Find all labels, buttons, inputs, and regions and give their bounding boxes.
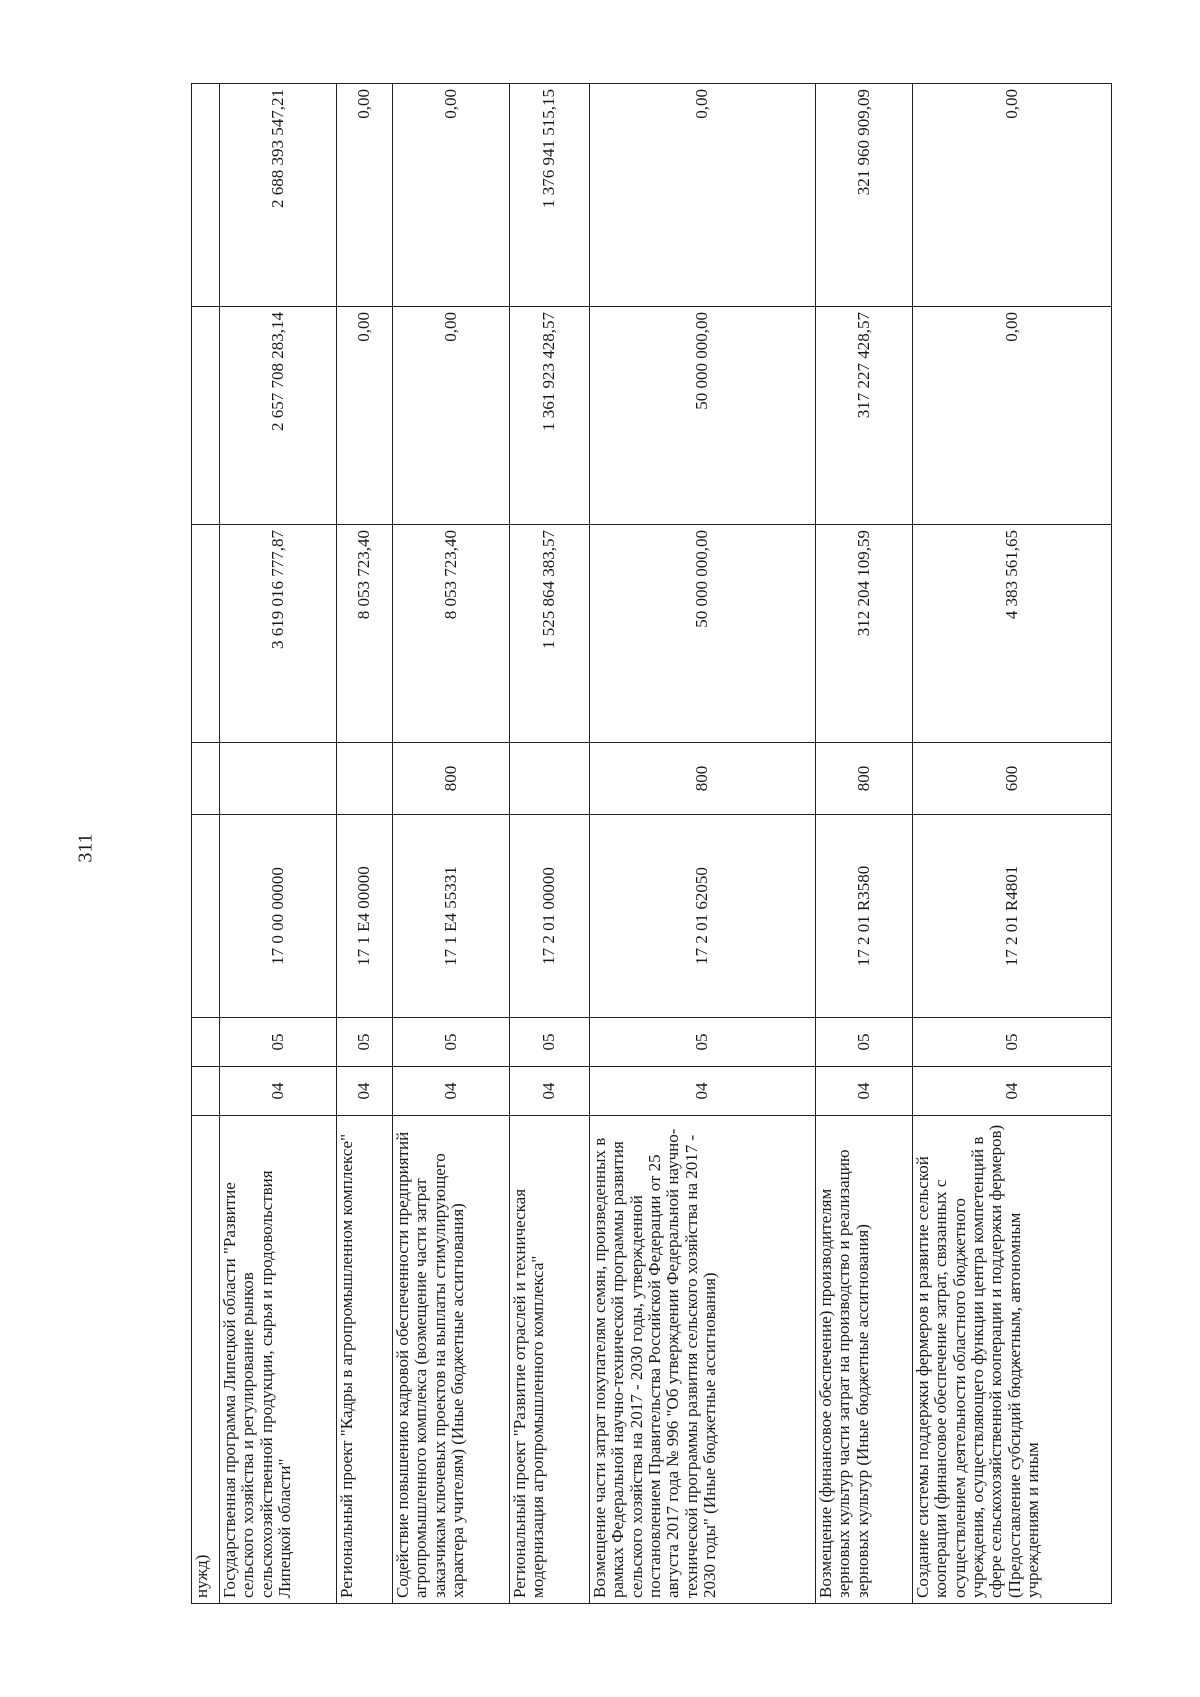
expense-type-code	[220, 743, 337, 815]
budget-table-container	[191, 84, 1111, 1604]
subsection-code: 05	[510, 1018, 590, 1067]
amount-year-1: 8 053 723,40	[393, 525, 510, 743]
subsection-code: 05	[337, 1018, 393, 1067]
row-name: Возмещение (финансовое обеспечение) производителям зерновых культур части затрат на производство и реализацию зерновых культур (Иные бюджетные ассигнования)	[816, 1116, 913, 1604]
expense-type-code	[510, 743, 590, 815]
amount-year-1: 1 525 864 383,57	[510, 525, 590, 743]
table-row	[192, 84, 220, 1604]
section-code: 04	[337, 1067, 393, 1116]
amount-year-2: 1 361 923 428,57	[510, 307, 590, 525]
amount-year-3: 0,00	[913, 84, 1112, 307]
row-name: нужд)	[192, 1116, 220, 1604]
table-row	[913, 84, 1112, 1604]
amount-year-1: 8 053 723,40	[337, 525, 393, 743]
row-name: Создание системы поддержки фермеров и развитие сельской кооперации (финансовое обеспечение затрат, связанных с осуществлением деятельности областного бюджетного учреждения, осуществляющего функции центра компетенций в сфере сельскохозяйственной кооперации и поддержки фермеров) (Предоставление субсидий бюджетным, автономным учреждениям и иным	[913, 1116, 1112, 1604]
target-article-code: 17 1 E4 00000	[337, 815, 393, 1018]
expense-type-code: 800	[816, 743, 913, 815]
target-article-code: 17 0 00 00000	[220, 815, 337, 1018]
amount-year-3	[192, 84, 220, 307]
amount-year-1: 50 000 000,00	[590, 525, 816, 743]
page-number: 311	[74, 833, 97, 863]
row-name: Содействие повышению кадровой обеспеченности предприятий агропромышленного комплекса (возмещение части затрат заказчикам ключевых проектов на выплаты стимулирующего характера учителям) (Иные бюджетные ассигнования)	[393, 1116, 510, 1604]
subsection-code	[192, 1018, 220, 1067]
section-code	[192, 1067, 220, 1116]
amount-year-1: 3 619 016 777,87	[220, 525, 337, 743]
amount-year-3: 0,00	[590, 84, 816, 307]
target-article-code: 17 1 E4 55331	[393, 815, 510, 1018]
subsection-code: 05	[913, 1018, 1112, 1067]
subsection-code: 05	[590, 1018, 816, 1067]
target-article-code: 17 2 01 R3580	[816, 815, 913, 1018]
amount-year-1: 312 204 109,59	[816, 525, 913, 743]
table-row	[337, 84, 393, 1604]
amount-year-3: 0,00	[393, 84, 510, 307]
amount-year-2: 0,00	[913, 307, 1112, 525]
row-name: Государственная программа Липецкой области "Развитие сельского хозяйства и регулирование рынков сельскохозяйственной продукции, сырья и продовольствия Липецкой области"	[220, 1116, 337, 1604]
amount-year-1	[192, 525, 220, 743]
table-row	[590, 84, 816, 1604]
row-name: Региональный проект "Развитие отраслей и техническая модернизация агропромышленного комплекса"	[510, 1116, 590, 1604]
expense-type-code	[192, 743, 220, 815]
target-article-code: 17 2 01 R4801	[913, 815, 1112, 1018]
expense-type-code: 800	[590, 743, 816, 815]
target-article-code: 17 2 01 00000	[510, 815, 590, 1018]
section-code: 04	[590, 1067, 816, 1116]
amount-year-2: 317 227 428,57	[816, 307, 913, 525]
expense-type-code: 800	[393, 743, 510, 815]
amount-year-2: 0,00	[337, 307, 393, 525]
section-code: 04	[816, 1067, 913, 1116]
table-row	[393, 84, 510, 1604]
target-article-code: 17 2 01 62050	[590, 815, 816, 1018]
amount-year-3: 1 376 941 515,15	[510, 84, 590, 307]
section-code: 04	[220, 1067, 337, 1116]
amount-year-3: 2 688 393 547,21	[220, 84, 337, 307]
table-row	[816, 84, 913, 1604]
subsection-code: 05	[220, 1018, 337, 1067]
row-name: Региональный проект "Кадры в агропромышленном комплексе"	[337, 1116, 393, 1604]
amount-year-1: 4 383 561,65	[913, 525, 1112, 743]
expense-type-code: 600	[913, 743, 1112, 815]
section-code: 04	[393, 1067, 510, 1116]
table-row	[510, 84, 590, 1604]
amount-year-2: 2 657 708 283,14	[220, 307, 337, 525]
amount-year-2	[192, 307, 220, 525]
amount-year-2: 0,00	[393, 307, 510, 525]
target-article-code	[192, 815, 220, 1018]
budget-table	[191, 83, 1112, 1604]
amount-year-3: 0,00	[337, 84, 393, 307]
expense-type-code	[337, 743, 393, 815]
amount-year-2: 50 000 000,00	[590, 307, 816, 525]
subsection-code: 05	[393, 1018, 510, 1067]
section-code: 04	[913, 1067, 1112, 1116]
table-row	[220, 84, 337, 1604]
subsection-code: 05	[816, 1018, 913, 1067]
row-name: Возмещение части затрат покупателям семян, произведенных в рамках Федеральной научно-технической программы развития сельского хозяйства на 2017 - 2030 годы, утвержденной постановлением Правительства Российской Федерации от 25 августа 2017 года № 996 "Об утверждении Федеральной научно-технической программы развития сельского хозяйства на 2017 - 2030 годы" (Иные бюджетные ассигнования)	[590, 1116, 816, 1604]
amount-year-3: 321 960 909,09	[816, 84, 913, 307]
section-code: 04	[510, 1067, 590, 1116]
